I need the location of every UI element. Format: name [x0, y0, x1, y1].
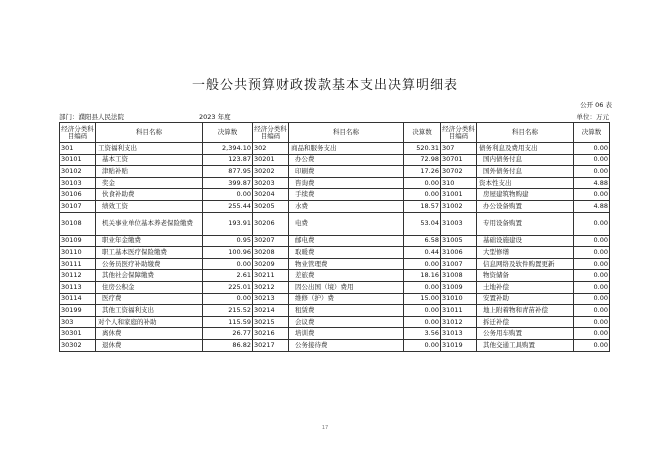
code-cell: 31005 [441, 235, 477, 247]
amount-cell: 6.58 [404, 235, 441, 247]
name-cell: 咨询费 [289, 177, 404, 189]
table-row [60, 247, 610, 259]
name-cell: 国外债务付息 [477, 166, 574, 178]
header-name-1: 科目名称 [96, 123, 203, 143]
name-cell: 基础设施建设 [477, 235, 574, 247]
amount-cell: 0.00 [574, 328, 610, 340]
amount-cell: 877.95 [203, 166, 253, 178]
meta-row [59, 112, 609, 122]
amount-cell: 0.00 [574, 281, 610, 293]
name-cell: 安置补助 [477, 293, 574, 305]
code-cell: 30211 [253, 270, 289, 282]
table-row [60, 281, 610, 293]
amount-cell: 0.00 [574, 270, 610, 282]
name-cell: 租赁费 [289, 305, 404, 317]
amount-cell: 0.00 [574, 316, 610, 328]
code-cell: 30110 [60, 247, 96, 259]
code-cell: 30108 [60, 212, 96, 235]
amount-cell: 399.87 [203, 177, 253, 189]
code-cell: 30111 [60, 258, 96, 270]
name-cell: 其他工资福利支出 [96, 305, 203, 317]
amount-cell: 0.00 [404, 305, 441, 317]
header-code-1: 经济分类科目编码 [60, 123, 96, 143]
name-cell: 房屋建筑物购建 [477, 189, 574, 201]
code-cell: 30203 [253, 177, 289, 189]
amount-cell: 0.00 [404, 316, 441, 328]
name-cell: 办公设备购置 [477, 200, 574, 212]
code-cell: 31012 [441, 316, 477, 328]
name-cell: 电费 [289, 212, 404, 235]
code-cell: 30214 [253, 305, 289, 317]
code-cell: 30106 [60, 189, 96, 201]
amount-cell: 0.00 [404, 281, 441, 293]
table-row [60, 212, 610, 235]
name-cell: 离休费 [96, 328, 203, 340]
code-cell: 31013 [441, 328, 477, 340]
amount-cell: 0.00 [574, 235, 610, 247]
table-row [60, 235, 610, 247]
code-cell: 31001 [441, 189, 477, 201]
table-row [60, 305, 610, 317]
amount-cell: 0.00 [203, 293, 253, 305]
amount-cell: 0.00 [404, 189, 441, 201]
amount-cell: 215.52 [203, 305, 253, 317]
name-cell: 工资福利支出 [96, 143, 203, 155]
name-cell: 公务接待费 [289, 339, 404, 351]
table-row [60, 316, 610, 328]
name-cell: 专用设备购置 [477, 212, 574, 235]
table-row [60, 177, 610, 189]
table-row [60, 154, 610, 166]
name-cell: 培训费 [289, 328, 404, 340]
amount-cell: 0.00 [574, 154, 610, 166]
header-name-3: 科目名称 [477, 123, 574, 143]
table-header-row [60, 123, 610, 143]
amount-cell: 255.44 [203, 200, 253, 212]
name-cell: 因公出国（境）费用 [289, 281, 404, 293]
amount-cell: 115.59 [203, 316, 253, 328]
amount-cell: 2,394.10 [203, 143, 253, 155]
name-cell: 地上附着物和青苗补偿 [477, 305, 574, 317]
code-cell: 30701 [441, 154, 477, 166]
amount-cell: 225.01 [203, 281, 253, 293]
budget-table [59, 122, 610, 352]
table-row [60, 293, 610, 305]
code-cell: 30208 [253, 247, 289, 259]
code-cell: 31002 [441, 200, 477, 212]
amount-cell: 0.00 [574, 258, 610, 270]
header-amount-1: 决算数 [203, 123, 253, 143]
name-cell: 对个人和家庭的补助 [96, 316, 203, 328]
name-cell: 维修（护）费 [289, 293, 404, 305]
code-cell: 31019 [441, 339, 477, 351]
name-cell: 差旅费 [289, 270, 404, 282]
code-cell: 30216 [253, 328, 289, 340]
table-code: 公开 06 表 [580, 101, 612, 109]
amount-cell: 0.44 [404, 247, 441, 259]
name-cell: 医疗费 [96, 293, 203, 305]
code-cell: 30103 [60, 177, 96, 189]
amount-cell: 4.88 [574, 177, 610, 189]
table-row [60, 339, 610, 351]
code-cell: 310 [441, 177, 477, 189]
table-row [60, 258, 610, 270]
amount-cell: 0.00 [574, 212, 610, 235]
amount-cell: 0.00 [574, 143, 610, 155]
code-cell: 31009 [441, 281, 477, 293]
amount-cell: 17.26 [404, 166, 441, 178]
name-cell: 邮电费 [289, 235, 404, 247]
amount-cell: 0.95 [203, 235, 253, 247]
code-cell: 30114 [60, 293, 96, 305]
amount-cell: 193.91 [203, 212, 253, 235]
amount-cell: 520.31 [404, 143, 441, 155]
name-cell: 信息网络及软件购置更新 [477, 258, 574, 270]
page-number: 17 [321, 425, 329, 431]
name-cell: 职工基本医疗保险缴费 [96, 247, 203, 259]
amount-cell: 0.00 [574, 339, 610, 351]
code-cell: 307 [441, 143, 477, 155]
code-cell: 31008 [441, 270, 477, 282]
name-cell: 取暖费 [289, 247, 404, 259]
amount-cell: 0.00 [574, 305, 610, 317]
code-cell: 31007 [441, 258, 477, 270]
code-cell: 30199 [60, 305, 96, 317]
code-cell: 30215 [253, 316, 289, 328]
amount-cell: 0.00 [404, 177, 441, 189]
amount-cell: 15.00 [404, 293, 441, 305]
code-cell: 302 [253, 143, 289, 155]
code-cell: 30209 [253, 258, 289, 270]
amount-cell: 26.77 [203, 328, 253, 340]
code-cell: 30302 [60, 339, 96, 351]
code-cell: 31006 [441, 247, 477, 259]
header-code-3: 经济分类科目编码 [441, 123, 477, 143]
code-cell: 30109 [60, 235, 96, 247]
amount-cell: 53.04 [404, 212, 441, 235]
code-cell: 30301 [60, 328, 96, 340]
name-cell: 基本工资 [96, 154, 203, 166]
amount-cell: 123.87 [203, 154, 253, 166]
header-amount-3: 决算数 [574, 123, 610, 143]
code-cell: 30202 [253, 166, 289, 178]
amount-cell: 100.96 [203, 247, 253, 259]
table-body [60, 143, 610, 352]
code-cell: 30201 [253, 154, 289, 166]
header-code-2: 经济分类科目编码 [253, 123, 289, 143]
table-row [60, 270, 610, 282]
department-label: 部门：濮阳县人民法院 [59, 113, 124, 121]
code-cell: 31011 [441, 305, 477, 317]
name-cell: 拆迁补偿 [477, 316, 574, 328]
amount-cell: 18.57 [404, 200, 441, 212]
code-cell: 30113 [60, 281, 96, 293]
code-cell: 303 [60, 316, 96, 328]
code-cell: 30212 [253, 281, 289, 293]
amount-cell: 0.00 [574, 293, 610, 305]
amount-cell: 0.00 [404, 339, 441, 351]
name-cell: 物资储备 [477, 270, 574, 282]
name-cell: 退休费 [96, 339, 203, 351]
name-cell: 公务用车购置 [477, 328, 574, 340]
unit-label: 单位：万元 [576, 113, 609, 121]
table-row [60, 143, 610, 155]
name-cell: 其他交通工具购置 [477, 339, 574, 351]
name-cell: 资本性支出 [477, 177, 574, 189]
name-cell: 伙食补助费 [96, 189, 203, 201]
code-cell: 30702 [441, 166, 477, 178]
name-cell: 物业管理费 [289, 258, 404, 270]
name-cell: 债务利息及费用支出 [477, 143, 574, 155]
code-cell: 30112 [60, 270, 96, 282]
amount-cell: 0.00 [574, 247, 610, 259]
code-cell: 30107 [60, 200, 96, 212]
code-cell: 31003 [441, 212, 477, 235]
amount-cell: 3.56 [404, 328, 441, 340]
code-cell: 31010 [441, 293, 477, 305]
page-title: 一般公共预算财政拨款基本支出决算明细表 [191, 78, 458, 93]
amount-cell: 0.00 [404, 258, 441, 270]
table-row [60, 166, 610, 178]
name-cell: 机关事业单位基本养老保险缴费 [96, 212, 203, 235]
header-amount-2: 决算数 [404, 123, 441, 143]
name-cell: 大型修缮 [477, 247, 574, 259]
name-cell: 其他社会保障缴费 [96, 270, 203, 282]
code-cell: 30217 [253, 339, 289, 351]
code-cell: 30206 [253, 212, 289, 235]
code-cell: 30204 [253, 189, 289, 201]
amount-cell: 4.88 [574, 200, 610, 212]
name-cell: 住房公积金 [96, 281, 203, 293]
table-row [60, 189, 610, 201]
code-cell: 30213 [253, 293, 289, 305]
name-cell: 会议费 [289, 316, 404, 328]
name-cell: 土地补偿 [477, 281, 574, 293]
name-cell: 商品和服务支出 [289, 143, 404, 155]
code-cell: 301 [60, 143, 96, 155]
name-cell: 印刷费 [289, 166, 404, 178]
amount-cell: 0.00 [203, 258, 253, 270]
name-cell: 奖金 [96, 177, 203, 189]
table-row [60, 200, 610, 212]
name-cell: 手续费 [289, 189, 404, 201]
code-cell: 30101 [60, 154, 96, 166]
amount-cell: 0.00 [574, 166, 610, 178]
name-cell: 公务员医疗补助缴费 [96, 258, 203, 270]
amount-cell: 0.00 [574, 189, 610, 201]
amount-cell: 18.16 [404, 270, 441, 282]
code-cell: 30205 [253, 200, 289, 212]
amount-cell: 86.82 [203, 339, 253, 351]
header-name-2: 科目名称 [289, 123, 404, 143]
name-cell: 绩效工资 [96, 200, 203, 212]
year-label: 2023 年度 [199, 113, 231, 121]
name-cell: 水费 [289, 200, 404, 212]
name-cell: 职业年金缴费 [96, 235, 203, 247]
amount-cell: 2.61 [203, 270, 253, 282]
amount-cell: 72.98 [404, 154, 441, 166]
name-cell: 津贴补贴 [96, 166, 203, 178]
table-row [60, 328, 610, 340]
name-cell: 国内债务付息 [477, 154, 574, 166]
amount-cell: 0.00 [203, 189, 253, 201]
name-cell: 办公费 [289, 154, 404, 166]
code-cell: 30102 [60, 166, 96, 178]
code-cell: 30207 [253, 235, 289, 247]
